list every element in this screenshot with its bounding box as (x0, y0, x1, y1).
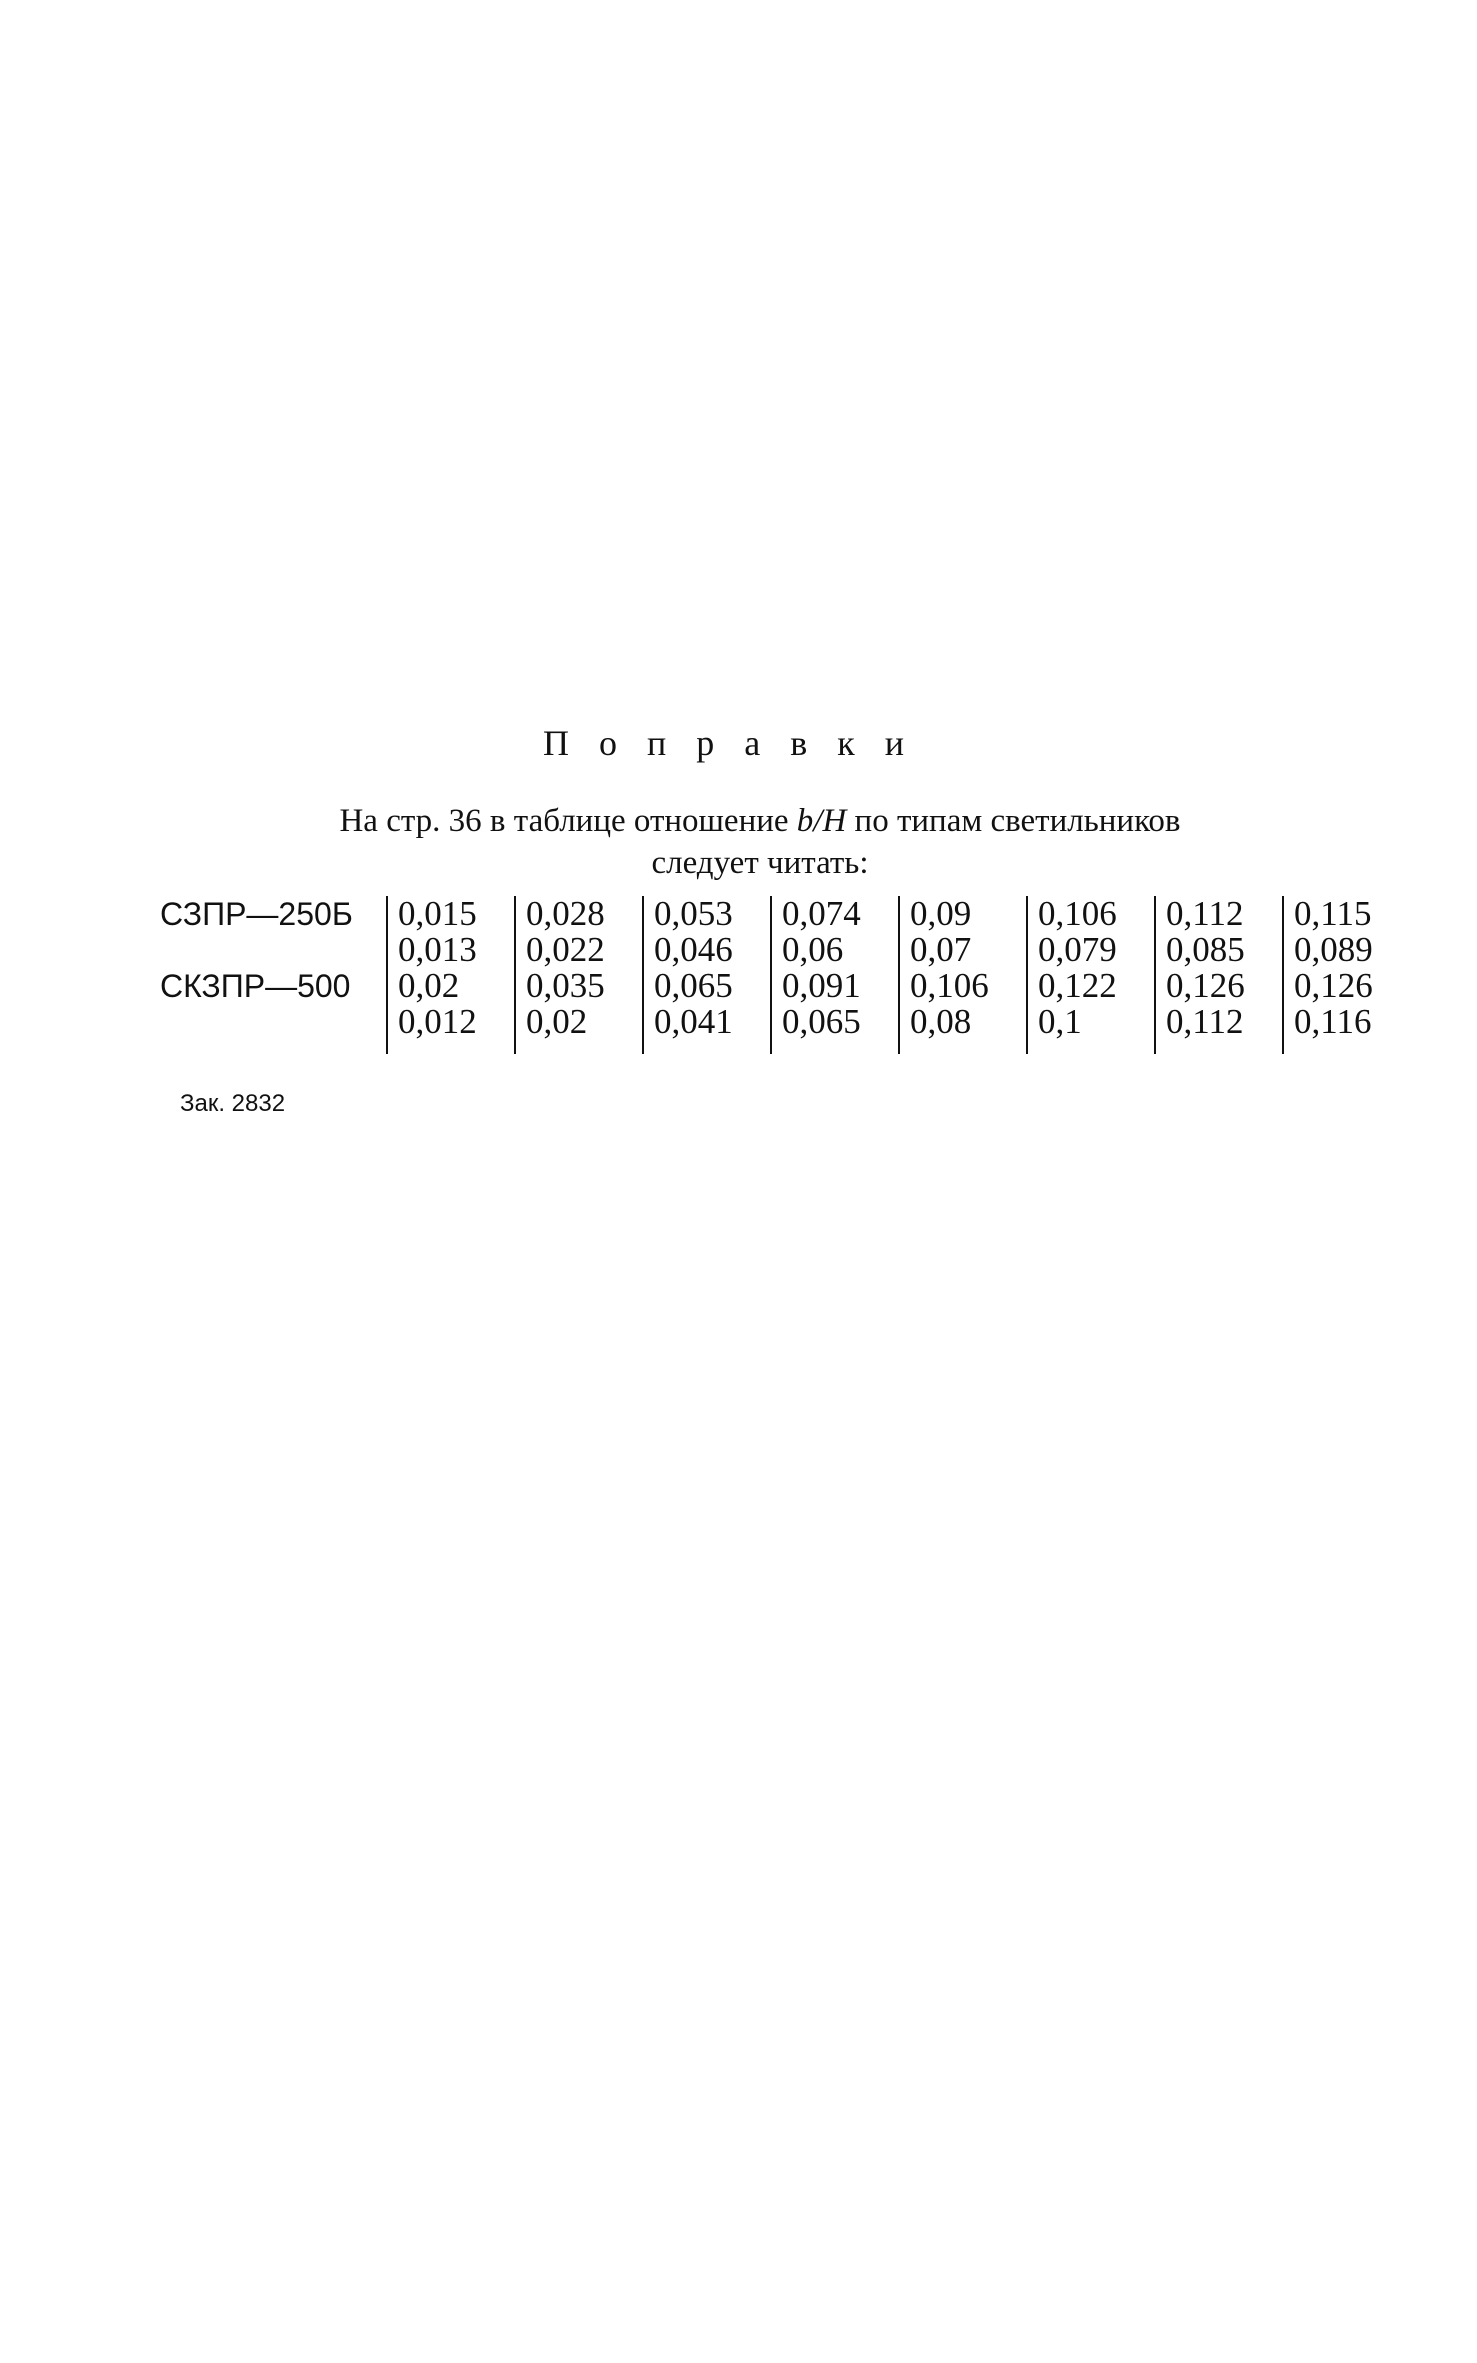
table-cell: 0,02 (515, 1004, 643, 1054)
table-cell: 0,112 (1155, 896, 1283, 932)
table-cell: 0,085 (1155, 932, 1283, 968)
row-label (160, 932, 387, 968)
table-cell: 0,012 (387, 1004, 515, 1054)
row-label: СЗПР—250Б (160, 896, 387, 932)
intro-paragraph (165, 800, 1355, 884)
table-cell: 0,041 (643, 1004, 771, 1054)
table-cell: 0,046 (643, 932, 771, 968)
ratio-symbol: b/H (796, 803, 847, 839)
table-cell: 0,126 (1294, 966, 1373, 1005)
intro-text-start: На стр. 36 в таблице отношение (339, 803, 797, 839)
table-row (160, 932, 1410, 968)
table-cell: 0,053 (643, 896, 771, 932)
row-label (160, 1004, 387, 1054)
intro-text-end: по типам светильников (846, 803, 1181, 839)
table-cell: 0,09 (899, 896, 1027, 932)
table-cell: 0,106 (899, 968, 1027, 1004)
table-cell: 0,115 (1294, 894, 1372, 933)
table-cell: 0,089 (1294, 930, 1373, 969)
table-cell: 0,02 (387, 968, 515, 1004)
table-cell: 0,079 (1027, 932, 1155, 968)
table-cell: 0,015 (387, 896, 515, 932)
table-cell: 0,074 (771, 896, 899, 932)
table-cell: 0,112 (1155, 1004, 1283, 1054)
table-cell: 0,022 (515, 932, 643, 968)
corrections-table (160, 896, 1410, 1054)
table-cell: 0,065 (771, 1004, 899, 1054)
table-cell: 0,116 (1294, 1002, 1372, 1041)
table-row (160, 968, 1410, 1004)
table-cell: 0,126 (1155, 968, 1283, 1004)
row-label: СКЗПР—500 (160, 968, 387, 1004)
table-cell: 0,028 (515, 896, 643, 932)
table-cell: 0,07 (899, 932, 1027, 968)
table-cell: 0,065 (643, 968, 771, 1004)
table-cell: 0,106 (1027, 896, 1155, 932)
table-cell: 0,1 (1027, 1004, 1155, 1054)
table-cell: 0,035 (515, 968, 643, 1004)
page-title: Поправки (543, 723, 934, 763)
order-number: Зак. 2832 (180, 1090, 286, 1117)
table-row (160, 896, 1410, 932)
table-cell: 0,013 (387, 932, 515, 968)
table-cell: 0,08 (899, 1004, 1027, 1054)
table-cell: 0,091 (771, 968, 899, 1004)
table-cell: 0,06 (771, 932, 899, 968)
table-row (160, 1004, 1410, 1054)
table-cell: 0,122 (1027, 968, 1155, 1004)
intro-text-line2: следует читать: (651, 845, 869, 881)
